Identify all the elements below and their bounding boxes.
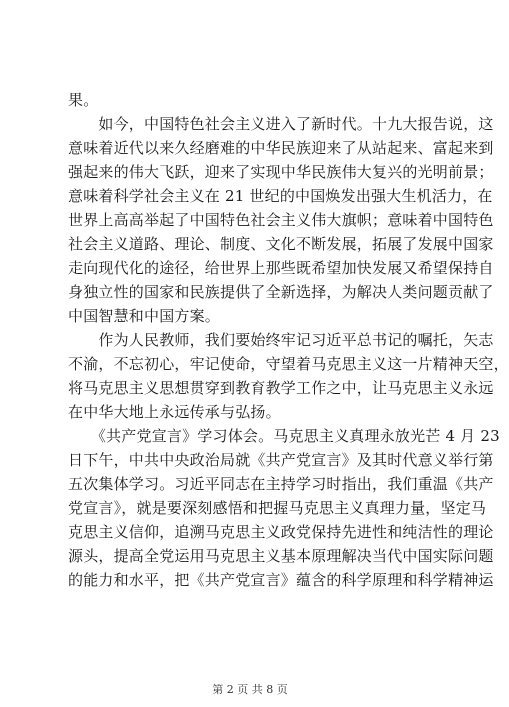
text-line: 将马克思主义思想贯穿到教育教学工作之中，让马克思主义永远 [68,379,494,397]
text-line: 走向现代化的途径，给世界上那些既希望加快发展又希望保持自 [68,259,494,277]
text-line: 中国智慧和中国方案。 [68,307,221,325]
text-line: 社会主义道路、理论、制度、文化不断发展，拓展了发展中国家 [68,235,494,253]
text-line: 五次集体学习。习近平同志在主持学习时指出，我们重温《共产 [68,475,494,493]
text-line: 的能力和水平，把《共产党宣言》蕴含的科学原理和科学精神运 [68,571,494,589]
page-footer [0,681,500,697]
text-line: 强起来的伟大飞跃，迎来了实现中华民族伟大复兴的光明前景； [68,163,494,181]
text-line: 如今，中国特色社会主义进入了新时代。十九大报告说，这 [68,115,494,133]
text-line: 日下午，中共中央政治局就《共产党宣言》及其时代意义举行第 [68,451,494,469]
text-line: 在中华大地上永远传承与弘扬。 [68,403,281,421]
text-line: 意味着近代以来久经磨难的中华民族迎来了从站起来、富起来到 [68,139,494,157]
page-number-label: 第 2 页 共 8 页 [212,683,288,696]
text-line: 意味着科学社会主义在 21 世纪的中国焕发出强大生机活力，在 [68,187,493,205]
text-line: 《共产党宣言》学习体会。马克思主义真理永放光芒 4 月 23 [68,427,500,445]
text-line: 党宣言》，就是要深刻感悟和把握马克思主义真理力量，坚定马 [68,499,487,517]
text-line: 克思主义信仰，追溯马克思主义政党保持先进性和纯洁性的理论 [68,523,494,541]
text-line: 不渝，不忘初心，牢记使命，守望着马克思主义这一片精神天空， [68,355,509,373]
text-line: 果。 [68,91,99,109]
text-line: 身独立性的国家和民族提供了全新选择，为解决人类问题贡献了 [68,283,494,301]
body-text [68,88,509,592]
text-line: 世界上高高举起了中国特色社会主义伟大旗帜；意味着中国特色 [68,211,494,229]
text-line: 源头，提高全党运用马克思主义基本原理解决当代中国实际问题 [68,547,494,565]
text-line: 作为人民教师，我们要始终牢记习近平总书记的嘱托，矢志 [68,331,494,349]
